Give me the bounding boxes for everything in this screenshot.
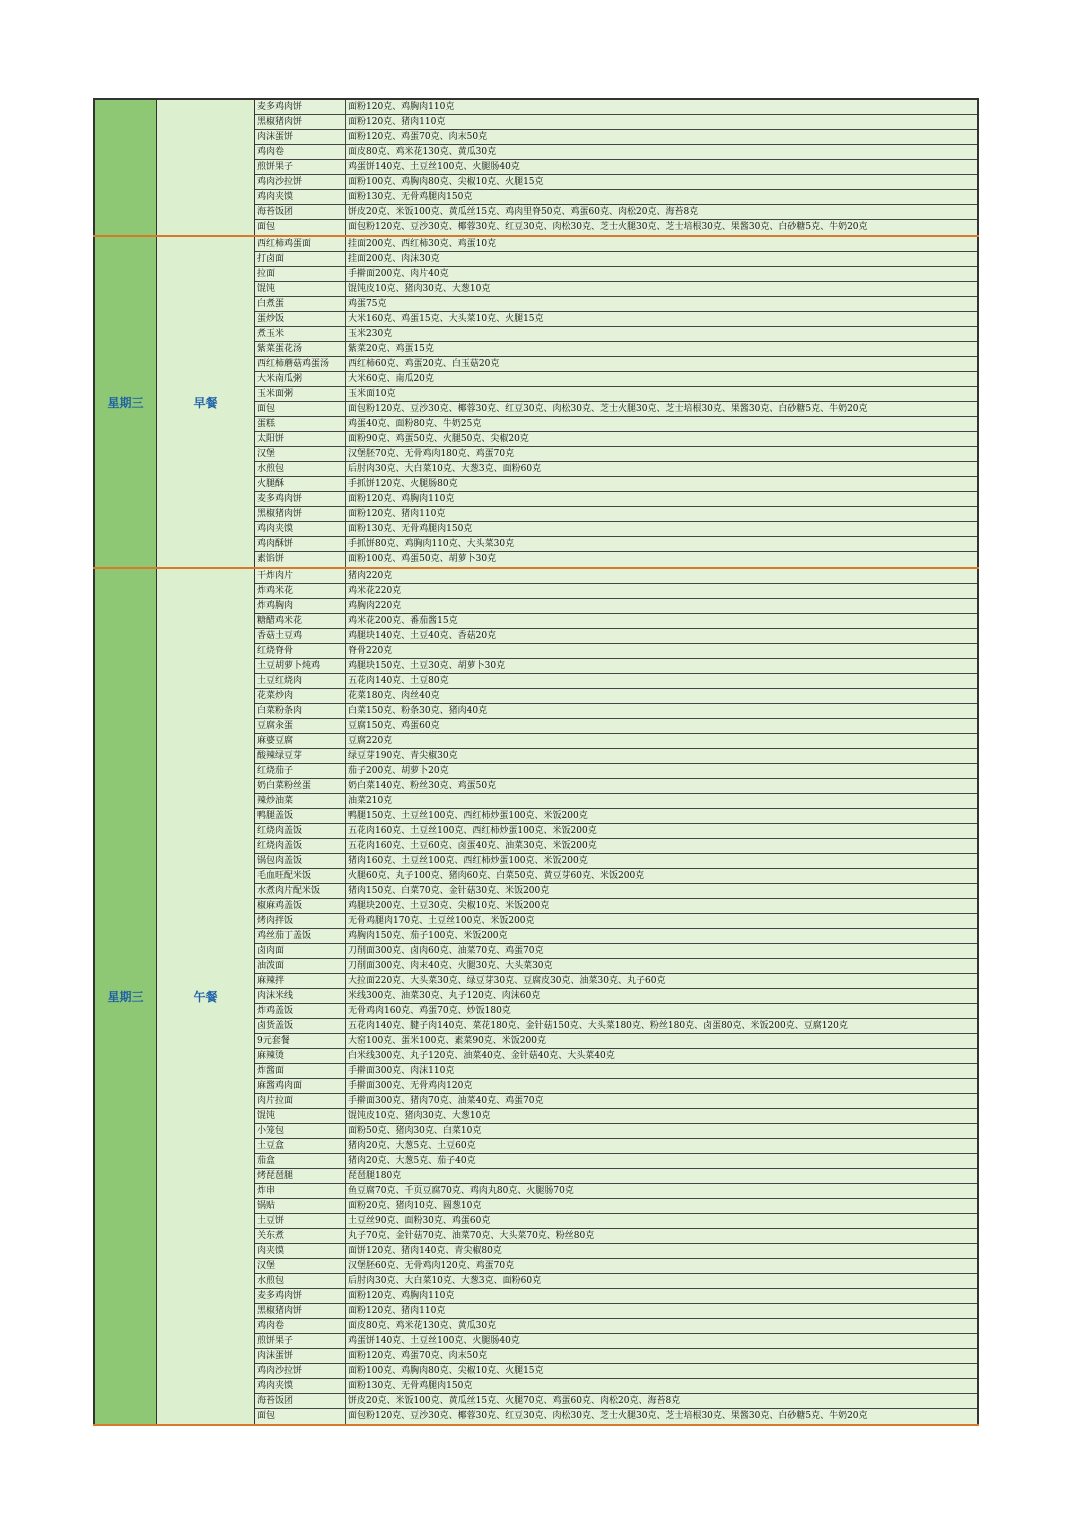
dish-name: 9元套餐 xyxy=(255,1034,346,1048)
table-row xyxy=(255,944,977,959)
dish-ingredients: 挂面200克、肉沫30克 xyxy=(348,254,440,264)
dish-ingredients: 饼皮20克、米饭100克、黄瓜丝15克、鸡肉里脊50克、鸡蛋60克、肉松20克、海苔8克 xyxy=(348,207,699,217)
dish-ingredients: 面粉100克、鸡蛋50克、胡萝卜30克 xyxy=(348,554,497,564)
table-row xyxy=(255,989,977,1004)
dish-name: 炸酱面 xyxy=(255,1064,346,1078)
table-row xyxy=(255,899,977,914)
dish-name: 煎饼果子 xyxy=(255,160,346,174)
dish-ingredients: 面粉100克、鸡胸肉80克、尖椒10克、火腿15克 xyxy=(348,177,544,187)
table-row xyxy=(255,1079,977,1094)
dish-ingredients: 鱼豆腐70克、千页豆腐70克、鸡肉丸80克、火腿肠70克 xyxy=(348,1186,574,1196)
dish-ingredients: 面粉130克、无骨鸡腿肉150克 xyxy=(348,192,473,202)
dish-list xyxy=(255,569,979,1424)
dish-ingredients: 面包粉120克、豆沙30克、椰蓉30克、红豆30克、肉松30克、芝士火腿30克、芝士培根30克、果酱30克、白砂糖5克、牛奶20克 xyxy=(348,1411,868,1421)
dish-ingredients: 鸡米花200克、番茄酱15克 xyxy=(348,616,458,626)
dish-ingredients: 刀削面300克、卤肉60克、油菜70克、鸡蛋70克 xyxy=(348,946,544,956)
meal-cell: 早餐 xyxy=(157,237,255,567)
table-row xyxy=(255,447,977,462)
table-row xyxy=(255,794,977,809)
dish-name: 馄饨 xyxy=(255,1109,346,1123)
dish-ingredients: 丸子70克、金针菇70克、油菜70克、大头菜70克、粉丝80克 xyxy=(348,1231,595,1241)
dish-ingredients: 手抓饼80克、鸡胸肉110克、大头菜30克 xyxy=(348,539,515,549)
table-row xyxy=(255,1094,977,1109)
dish-name: 黑椒猪肉饼 xyxy=(255,1304,346,1318)
dish-name: 玉米面粥 xyxy=(255,387,346,401)
dish-ingredients: 面皮80克、鸡米花130克、黄瓜30克 xyxy=(348,1321,497,1331)
dish-ingredients: 鸭腿150克、土豆丝100克、西红柿炒蛋100克、米饭200克 xyxy=(348,811,588,821)
dish-ingredients: 面粉90克、鸡蛋50克、火腿50克、尖椒20克 xyxy=(348,434,529,444)
table-row xyxy=(255,327,977,342)
day-cell: 星期三 xyxy=(93,569,157,1424)
dish-ingredients: 大米60克、南瓜20克 xyxy=(348,374,434,384)
table-row xyxy=(255,1394,977,1409)
dish-ingredients: 五花肉140克、腱子肉140克、菜花180克、金针菇150克、大头菜180克、粉丝180克、卤蛋80克、米饭200克、豆腐120克 xyxy=(348,1021,848,1031)
dish-ingredients: 无骨鸡肉160克、鸡蛋70克、炒饭180克 xyxy=(348,1006,511,1016)
dish-name: 鸡肉夹馍 xyxy=(255,1379,346,1393)
dish-name: 煎饼果子 xyxy=(255,1334,346,1348)
dish-ingredients: 玉米230克 xyxy=(348,329,393,339)
table-row xyxy=(255,492,977,507)
dish-ingredients: 面粉20克、猪肉10克、圆葱10克 xyxy=(348,1201,482,1211)
dish-name: 豆腐汆蛋 xyxy=(255,719,346,733)
table-row xyxy=(255,145,977,160)
dish-name: 红烧茄子 xyxy=(255,764,346,778)
table-row xyxy=(255,1019,977,1034)
dish-name: 黑椒猪肉饼 xyxy=(255,507,346,521)
dish-ingredients: 脊骨220克 xyxy=(348,646,393,656)
dish-ingredients: 琵琶腿180克 xyxy=(348,1171,402,1181)
dish-name: 鸡肉夹馍 xyxy=(255,522,346,536)
dish-ingredients: 鸡胸肉150克、茄子100克、米饭200克 xyxy=(348,931,508,941)
table-row xyxy=(255,614,977,629)
table-row xyxy=(255,462,977,477)
table-row xyxy=(255,734,977,749)
dish-ingredients: 手抓饼120克、火腿肠80克 xyxy=(348,479,458,489)
table-row xyxy=(255,1034,977,1049)
table-row xyxy=(255,704,977,719)
table-row xyxy=(255,1274,977,1289)
dish-name: 肉沫蛋饼 xyxy=(255,130,346,144)
dish-ingredients: 面粉120克、猪肉110克 xyxy=(348,509,446,519)
dish-name: 西红柿蘑菇鸡蛋汤 xyxy=(255,357,346,371)
dish-ingredients: 鸡腿块140克、土豆40克、香菇20克 xyxy=(348,631,497,641)
meal-section xyxy=(93,98,979,237)
dish-ingredients: 挂面200克、西红柿30克、鸡蛋10克 xyxy=(348,239,497,249)
dish-name: 火腿酥 xyxy=(255,477,346,491)
table-row xyxy=(255,205,977,220)
dish-ingredients: 手擀面300克、猪肉70克、油菜40克、鸡蛋70克 xyxy=(348,1096,544,1106)
dish-ingredients: 大窑100克、蛋米100克、素菜90克、米饭200克 xyxy=(348,1036,546,1046)
dish-name: 大米南瓜粥 xyxy=(255,372,346,386)
dish-ingredients: 土豆丝90克、面粉30克、鸡蛋60克 xyxy=(348,1216,491,1226)
table-row xyxy=(255,267,977,282)
dish-name: 素馅饼 xyxy=(255,552,346,567)
dish-ingredients: 刀削面300克、肉末40克、火腿30克、大头菜30克 xyxy=(348,961,553,971)
table-row xyxy=(255,1334,977,1349)
dish-name: 烤琵琶腿 xyxy=(255,1169,346,1183)
table-row xyxy=(255,312,977,327)
dish-name: 烤肉拌饭 xyxy=(255,914,346,928)
dish-ingredients: 手擀面300克、肉沫110克 xyxy=(348,1066,455,1076)
table-row xyxy=(255,160,977,175)
dish-ingredients: 紫菜20克、鸡蛋15克 xyxy=(348,344,434,354)
dish-name: 鸡丝茄丁盖饭 xyxy=(255,929,346,943)
dish-name: 汉堡 xyxy=(255,447,346,461)
table-row xyxy=(255,869,977,884)
dish-ingredients: 猪肉150克、白菜70克、金针菇30克、米饭200克 xyxy=(348,886,550,896)
dish-name: 鸡肉沙拉饼 xyxy=(255,1364,346,1378)
table-row xyxy=(255,1109,977,1124)
dish-list xyxy=(255,237,979,567)
dish-ingredients: 面粉120克、鸡胸肉110克 xyxy=(348,1291,455,1301)
dish-ingredients: 豆腐150克、鸡蛋60克 xyxy=(348,721,440,731)
dish-name: 白煮蛋 xyxy=(255,297,346,311)
dish-name: 紫菜蛋花汤 xyxy=(255,342,346,356)
dish-name: 海苔饭团 xyxy=(255,205,346,219)
dish-ingredients: 茄子200克、胡萝卜20克 xyxy=(348,766,449,776)
table-row xyxy=(255,522,977,537)
menu-table xyxy=(93,98,979,1426)
dish-name: 麦多鸡肉饼 xyxy=(255,100,346,114)
table-row xyxy=(255,252,977,267)
dish-ingredients: 大米160克、鸡蛋15克、大头菜10克、火腿15克 xyxy=(348,314,544,324)
dish-name: 鸭腿盖饭 xyxy=(255,809,346,823)
table-row xyxy=(255,1349,977,1364)
dish-ingredients: 火腿60克、丸子100克、猪肉60克、白菜50克、黄豆芽60克、米饭200克 xyxy=(348,871,645,881)
dish-name: 肉夹馍 xyxy=(255,1244,346,1258)
table-row xyxy=(255,130,977,145)
table-row xyxy=(255,175,977,190)
dish-name: 鸡肉卷 xyxy=(255,145,346,159)
table-row xyxy=(255,402,977,417)
dish-ingredients: 后肘肉30克、大白菜10克、大葱3克、面粉60克 xyxy=(348,464,542,474)
dish-name: 蛋炒饭 xyxy=(255,312,346,326)
dish-name: 肉片拉面 xyxy=(255,1094,346,1108)
dish-name: 椒麻鸡盖饭 xyxy=(255,899,346,913)
table-row xyxy=(255,237,977,252)
dish-ingredients: 馄饨皮10克、猪肉30克、大葱10克 xyxy=(348,1111,491,1121)
dish-name: 炸串 xyxy=(255,1184,346,1198)
dish-ingredients: 油菜210克 xyxy=(348,796,393,806)
dish-ingredients: 面饼120克、猪肉140克、青尖椒80克 xyxy=(348,1246,502,1256)
dish-ingredients: 鸡蛋饼140克、土豆丝100克、火腿肠40克 xyxy=(348,162,520,172)
meal-section xyxy=(93,569,979,1426)
dish-ingredients: 白菜150克、粉条30克、猪肉40克 xyxy=(348,706,488,716)
dish-name: 毛血旺配米饭 xyxy=(255,869,346,883)
dish-name: 海苔饭团 xyxy=(255,1394,346,1408)
table-row xyxy=(255,599,977,614)
table-row xyxy=(255,569,977,584)
table-row xyxy=(255,552,977,567)
dish-name: 汉堡 xyxy=(255,1259,346,1273)
table-row xyxy=(255,1214,977,1229)
table-row xyxy=(255,1184,977,1199)
table-row xyxy=(255,1154,977,1169)
dish-ingredients: 玉米面10克 xyxy=(348,389,396,399)
table-row xyxy=(255,764,977,779)
dish-name: 锅包肉盖饭 xyxy=(255,854,346,868)
dish-ingredients: 手擀面200克、肉片40克 xyxy=(348,269,449,279)
dish-ingredients: 面粉120克、鸡胸肉110克 xyxy=(348,102,455,112)
dish-name: 煮玉米 xyxy=(255,327,346,341)
table-row xyxy=(255,1124,977,1139)
table-row xyxy=(255,584,977,599)
dish-name: 白菜粉条肉 xyxy=(255,704,346,718)
dish-ingredients: 奶白菜140克、粉丝30克、鸡蛋50克 xyxy=(348,781,497,791)
dish-name: 麻酱鸡肉面 xyxy=(255,1079,346,1093)
table-row xyxy=(255,1259,977,1274)
table-row xyxy=(255,809,977,824)
dish-name: 糖醋鸡米花 xyxy=(255,614,346,628)
table-row xyxy=(255,1304,977,1319)
dish-name: 鸡肉卷 xyxy=(255,1319,346,1333)
table-row xyxy=(255,1319,977,1334)
dish-ingredients: 猪肉220克 xyxy=(348,571,393,581)
dish-name: 鸡肉酥饼 xyxy=(255,537,346,551)
dish-ingredients: 面粉50克、猪肉30克、白菜10克 xyxy=(348,1126,482,1136)
dish-name: 花菜炒肉 xyxy=(255,689,346,703)
dish-ingredients: 猪肉20克、大葱5克、茄子40克 xyxy=(348,1156,476,1166)
dish-ingredients: 面粉120克、猪肉110克 xyxy=(348,117,446,127)
dish-ingredients: 鸡蛋饼140克、土豆丝100克、火腿肠40克 xyxy=(348,1336,520,1346)
dish-ingredients: 面粉130克、无骨鸡腿肉150克 xyxy=(348,1381,473,1391)
day-cell xyxy=(93,100,157,235)
dish-ingredients: 鸡蛋40克、面粉80克、牛奶25克 xyxy=(348,419,482,429)
dish-ingredients: 汉堡胚60克、无骨鸡肉120克、鸡蛋70克 xyxy=(348,1261,515,1271)
table-row xyxy=(255,929,977,944)
table-row xyxy=(255,417,977,432)
table-row xyxy=(255,1004,977,1019)
dish-ingredients: 后肘肉30克、大白菜10克、大葱3克、面粉60克 xyxy=(348,1276,542,1286)
table-row xyxy=(255,689,977,704)
dish-name: 土豆红烧肉 xyxy=(255,674,346,688)
table-row xyxy=(255,297,977,312)
dish-name: 土豆饼 xyxy=(255,1214,346,1228)
dish-name: 关东煮 xyxy=(255,1229,346,1243)
day-cell: 星期三 xyxy=(93,237,157,567)
table-row xyxy=(255,537,977,552)
dish-name: 太阳饼 xyxy=(255,432,346,446)
dish-list xyxy=(255,100,979,235)
table-row xyxy=(255,357,977,372)
table-row xyxy=(255,1409,977,1424)
dish-ingredients: 面粉130克、无骨鸡腿肉150克 xyxy=(348,524,473,534)
dish-name: 水煎包 xyxy=(255,1274,346,1288)
dish-name: 麦多鸡肉饼 xyxy=(255,492,346,506)
table-row xyxy=(255,282,977,297)
dish-name: 红烧肉盖饭 xyxy=(255,839,346,853)
table-row xyxy=(255,100,977,115)
dish-ingredients: 面粉120克、鸡蛋70克、肉末50克 xyxy=(348,1351,488,1361)
table-row xyxy=(255,1169,977,1184)
dish-ingredients: 饼皮20克、米饭100克、黄瓜丝15克、火腿70克、鸡蛋60克、肉松20克、海苔8克 xyxy=(348,1396,681,1406)
dish-name: 打卤面 xyxy=(255,252,346,266)
dish-ingredients: 五花肉160克、土豆60克、卤蛋40克、油菜30克、米饭200克 xyxy=(348,841,597,851)
table-row xyxy=(255,1049,977,1064)
table-row xyxy=(255,1244,977,1259)
dish-name: 西红柿鸡蛋面 xyxy=(255,237,346,251)
dish-ingredients: 大拉面220克、大头菜30克、绿豆芽30克、豆腐皮30克、油菜30克、丸子60克 xyxy=(348,976,666,986)
table-row xyxy=(255,959,977,974)
dish-name: 干炸肉片 xyxy=(255,569,346,583)
dish-name: 麦多鸡肉饼 xyxy=(255,1289,346,1303)
dish-name: 拉面 xyxy=(255,267,346,281)
dish-name: 黑椒猪肉饼 xyxy=(255,115,346,129)
table-row xyxy=(255,1289,977,1304)
dish-name: 酸辣绿豆芽 xyxy=(255,749,346,763)
table-row xyxy=(255,749,977,764)
dish-ingredients: 面包粉120克、豆沙30克、椰蓉30克、红豆30克、肉松30克、芝士火腿30克、芝士培根30克、果酱30克、白砂糖5克、牛奶20克 xyxy=(348,222,868,232)
dish-ingredients: 面包粉120克、豆沙30克、椰蓉30克、红豆30克、肉松30克、芝士火腿30克、芝士培根30克、果酱30克、白砂糖5克、牛奶20克 xyxy=(348,404,868,414)
dish-ingredients: 面粉120克、鸡蛋70克、肉末50克 xyxy=(348,132,488,142)
meal-cell: 午餐 xyxy=(157,569,255,1424)
dish-ingredients: 米线300克、油菜30克、丸子120克、肉沫60克 xyxy=(348,991,541,1001)
table-row xyxy=(255,674,977,689)
table-row xyxy=(255,1139,977,1154)
dish-name: 面包 xyxy=(255,1409,346,1424)
dish-ingredients: 猪肉20克、大葱5克、土豆60克 xyxy=(348,1141,476,1151)
dish-ingredients: 五花肉140克、土豆80克 xyxy=(348,676,449,686)
dish-ingredients: 鸡腿块200克、土豆30克、尖椒10克、米饭200克 xyxy=(348,901,550,911)
dish-ingredients: 鸡胸肉220克 xyxy=(348,601,402,611)
table-row xyxy=(255,220,977,235)
dish-name: 炸鸡盖饭 xyxy=(255,1004,346,1018)
table-row xyxy=(255,839,977,854)
dish-name: 鸡肉沙拉饼 xyxy=(255,175,346,189)
table-row xyxy=(255,779,977,794)
dish-ingredients: 面皮80克、鸡米花130克、黄瓜30克 xyxy=(348,147,497,157)
dish-ingredients: 花菜180克、肉丝40克 xyxy=(348,691,440,701)
dish-name: 炸鸡胸肉 xyxy=(255,599,346,613)
dish-ingredients: 豆腐220克 xyxy=(348,736,393,746)
dish-ingredients: 面粉100克、鸡胸肉80克、尖椒10克、火腿15克 xyxy=(348,1366,544,1376)
meal-section xyxy=(93,237,979,569)
dish-name: 卤货盖饭 xyxy=(255,1019,346,1033)
dish-name: 辣炒油菜 xyxy=(255,794,346,808)
dish-name: 麻婆豆腐 xyxy=(255,734,346,748)
dish-name: 红烧肉盖饭 xyxy=(255,824,346,838)
dish-name: 水煮肉片配米饭 xyxy=(255,884,346,898)
dish-ingredients: 鸡米花220克 xyxy=(348,586,402,596)
dish-name: 肉沫蛋饼 xyxy=(255,1349,346,1363)
dish-name: 水煎包 xyxy=(255,462,346,476)
dish-ingredients: 猪肉160克、土豆丝100克、西红柿炒蛋100克、米饭200克 xyxy=(348,856,588,866)
dish-ingredients: 鸡腿块150克、土豆30克、胡萝卜30克 xyxy=(348,661,506,671)
table-row xyxy=(255,432,977,447)
table-row xyxy=(255,190,977,205)
dish-name: 麻辣拌 xyxy=(255,974,346,988)
dish-name: 油泼面 xyxy=(255,959,346,973)
dish-name: 茄盒 xyxy=(255,1154,346,1168)
dish-ingredients: 白米线300克、丸子120克、油菜40克、金针菇40克、大头菜40克 xyxy=(348,1051,615,1061)
table-row xyxy=(255,342,977,357)
table-row xyxy=(255,507,977,522)
dish-ingredients: 西红柿60克、鸡蛋20克、白玉菇20克 xyxy=(348,359,500,369)
table-row xyxy=(255,1199,977,1214)
dish-ingredients: 鸡蛋75克 xyxy=(348,299,387,309)
table-row xyxy=(255,854,977,869)
dish-name: 土豆胡萝卜炖鸡 xyxy=(255,659,346,673)
dish-ingredients: 面粉120克、猪肉110克 xyxy=(348,1306,446,1316)
dish-name: 面包 xyxy=(255,402,346,416)
dish-name: 小笼包 xyxy=(255,1124,346,1138)
dish-ingredients: 五花肉160克、土豆丝100克、西红柿炒蛋100克、米饭200克 xyxy=(348,826,597,836)
table-row xyxy=(255,824,977,839)
dish-name: 炸鸡米花 xyxy=(255,584,346,598)
dish-name: 蛋糕 xyxy=(255,417,346,431)
meal-cell xyxy=(157,100,255,235)
table-row xyxy=(255,629,977,644)
table-row xyxy=(255,115,977,130)
dish-name: 土豆盒 xyxy=(255,1139,346,1153)
dish-name: 红烧脊骨 xyxy=(255,644,346,658)
dish-name: 面包 xyxy=(255,220,346,235)
table-row xyxy=(255,974,977,989)
dish-ingredients: 手擀面300克、无骨鸡肉120克 xyxy=(348,1081,473,1091)
table-row xyxy=(255,1364,977,1379)
dish-name: 肉沫米线 xyxy=(255,989,346,1003)
table-row xyxy=(255,884,977,899)
dish-name: 锅贴 xyxy=(255,1199,346,1213)
dish-name: 馄饨 xyxy=(255,282,346,296)
dish-ingredients: 馄饨皮10克、猪肉30克、大葱10克 xyxy=(348,284,491,294)
table-row xyxy=(255,387,977,402)
table-row xyxy=(255,1064,977,1079)
dish-name: 香菇土豆鸡 xyxy=(255,629,346,643)
table-row xyxy=(255,372,977,387)
dish-name: 奶白菜粉丝蛋 xyxy=(255,779,346,793)
dish-name: 卤肉面 xyxy=(255,944,346,958)
table-row xyxy=(255,477,977,492)
table-row xyxy=(255,644,977,659)
table-row xyxy=(255,914,977,929)
dish-ingredients: 面粉120克、鸡胸肉110克 xyxy=(348,494,455,504)
table-row xyxy=(255,1229,977,1244)
dish-ingredients: 汉堡胚70克、无骨鸡肉180克、鸡蛋70克 xyxy=(348,449,515,459)
dish-ingredients: 绿豆芽190克、青尖椒30克 xyxy=(348,751,458,761)
table-row xyxy=(255,719,977,734)
dish-name: 麻辣烫 xyxy=(255,1049,346,1063)
table-row xyxy=(255,659,977,674)
dish-ingredients: 无骨鸡腿肉170克、土豆丝100克、米饭200克 xyxy=(348,916,535,926)
dish-name: 鸡肉夹馍 xyxy=(255,190,346,204)
table-row xyxy=(255,1379,977,1394)
